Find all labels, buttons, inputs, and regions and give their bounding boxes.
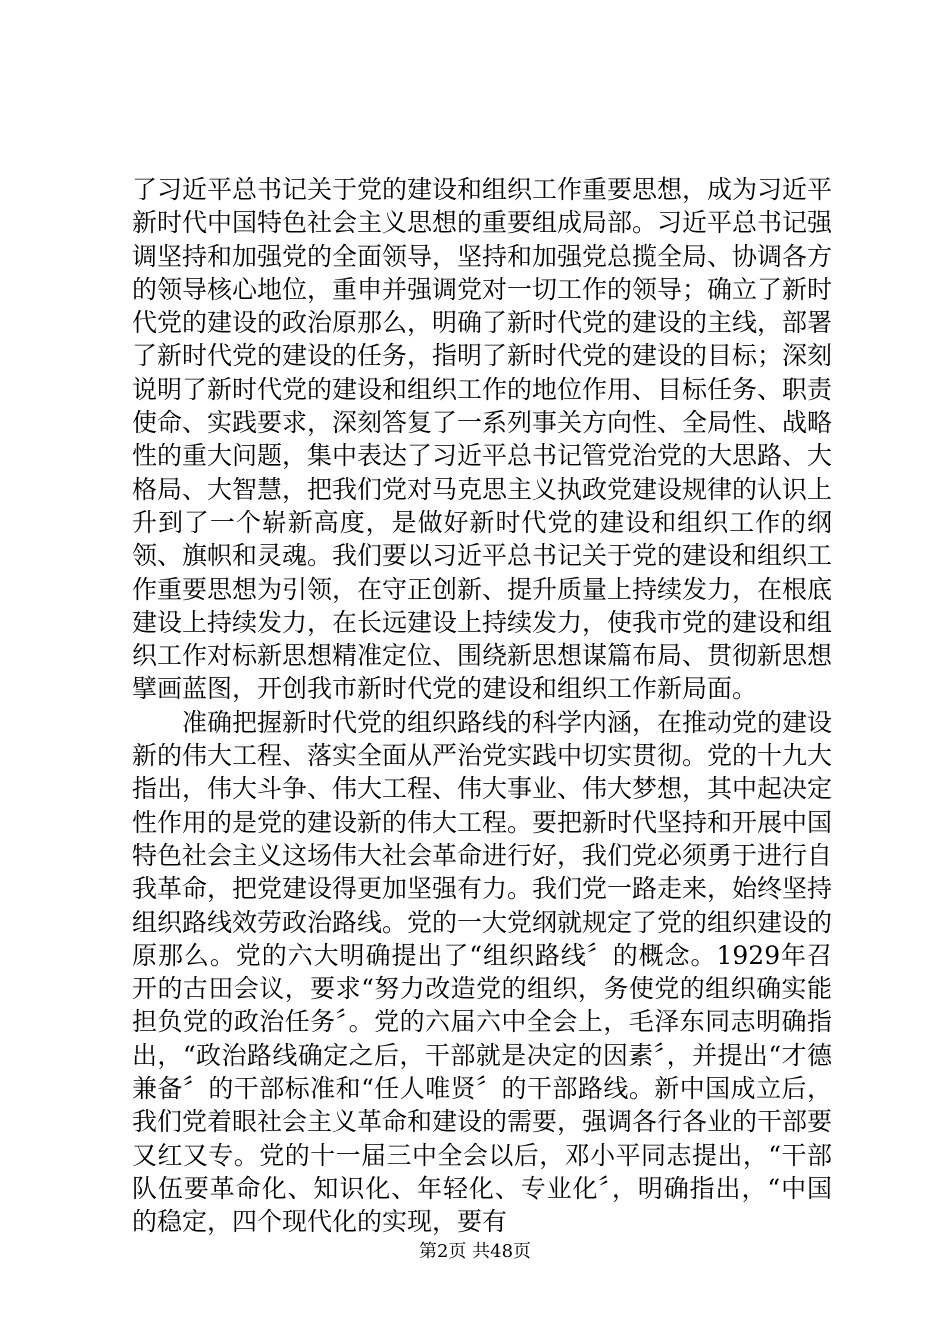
paragraph-2: 准确把握新时代党的组织路线的科学内涵，在推动党的建设新的伟大工程、落实全面从严治党实践中切实贯彻。党的十九大指出，伟大斗争、伟大工程、伟大事业、伟大梦想，其中起决定性作用的是党的建设新的伟大工程。要把新时代坚持和开展中国特色社会主义这场伟大社会革命进行好，我们党必须勇于进行自我革命，把党建设得更加坚强有力。我们党一路走来，始终坚持组织路线效劳政治路线。党的一大党纲就规定了党的组织建设的原那么。党的六大明确提出了“组织路线〞的概念。1929年召开的古田会议，要求“努力改造党的组织，务使党的组织确实能担负党的政治任务〞。党的六届六中全会上，毛泽东同志明确指出，“政治路线确定之后，干部就是决定的因素〞，并提出“才德兼备〞的干部标准和“任人唯贤〞的干部路线。新中国成立后，我们党着眼社会主义革命和建设的需要，强调各行各业的干部要又红又专。党的十一届三中全会以后，邓小平同志提出，“干部队伍要革命化、知识化、年轻化、专业化〞，明确指出，“中国的稳定，四个现代化的实现，要有 [132,707,833,1237]
paragraph-1: 了习近平总书记关于党的建设和组织工作重要思想，成为习近平新时代中国特色社会主义思想的重要组成局部。习近平总书记强调坚持和加强党的全面领导，坚持和加强党总揽全局、协调各方的领导核心地位，重申并强调党对一切工作的领导；确立了新时代党的建设的政治原那么，明确了新时代党的建设的主线，部署了新时代党的建设的任务，指明了新时代党的建设的目标；深刻说明了新时代党的建设和组织工作的地位作用、目标任务、职责使命、实践要求，深刻答复了一系列事关方向性、全局性、战略性的重大问题，集中表达了习近平总书记管党治党的大思路、大格局、大智慧，把我们党对马克思主义执政党建设规律的认识上升到了一个崭新高度，是做好新时代党的建设和组织工作的纲领、旗帜和灵魂。我们要以习近平总书记关于党的建设和组织工作重要思想为引领，在守正创新、提升质量上持续发力，在根底建设上持续发力，在长远建设上持续发力，使我市党的建设和组织工作对标新思想精准定位、围绕新思想谋篇布局、贯彻新思想擘画蓝图，开创我市新时代党的建设和组织工作新局面。 [132,175,833,704]
document-body [132,173,832,1239]
page-footer: 第2页 共48页 [418,1241,532,1262]
